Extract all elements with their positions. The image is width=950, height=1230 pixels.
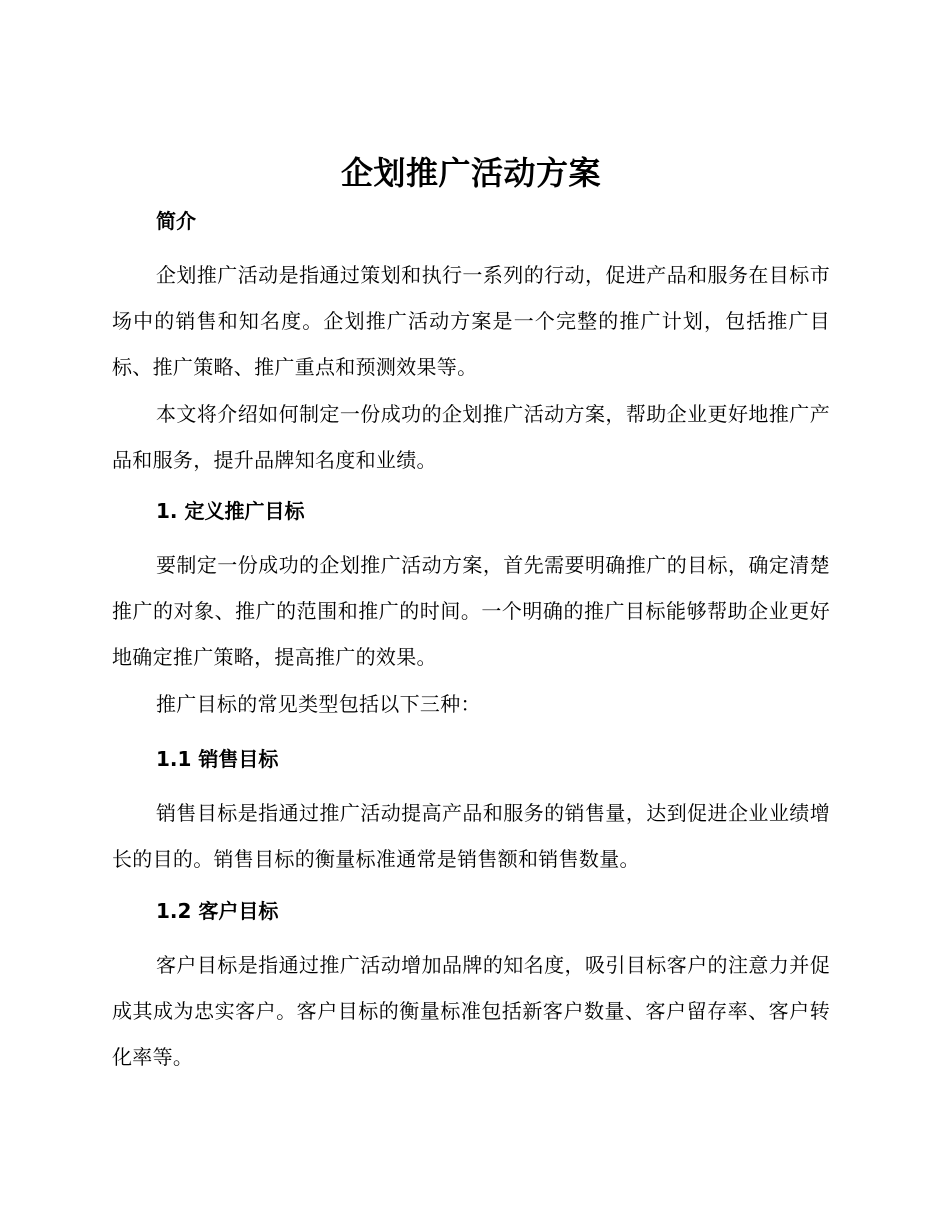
paragraph: 推广目标的常见类型包括以下三种： (156, 692, 481, 716)
section-heading-define-goals: 1. 定义推广目标 (156, 499, 305, 523)
paragraph: 本文将介绍如何制定一份成功的企划推广活动方案，帮助企业更好地推广产品和服务，提升品牌知名度和业绩。 (112, 402, 830, 472)
document-page (112, 0, 830, 1230)
paragraph: 销售目标是指通过推广活动提高产品和服务的销售量，达到促进企业业绩增长的目的。销售目标的衡量标准通常是销售额和销售数量。 (112, 801, 830, 871)
document-title: 企划推广活动方案 (340, 154, 601, 192)
section-heading-intro: 简介 (156, 209, 196, 233)
paragraph: 客户目标是指通过推广活动增加品牌的知名度，吸引目标客户的注意力并促成其成为忠实客户。客户目标的衡量标准包括新客户数量、客户留存率、客户转化率等。 (112, 953, 830, 1069)
paragraph: 企划推广活动是指通过策划和执行一系列的行动，促进产品和服务在目标市场中的销售和知名度。企划推广活动方案是一个完整的推广计划，包括推广目标、推广策略、推广重点和预测效果等。 (112, 263, 830, 379)
section-heading-sales-goals: 1.1 销售目标 (156, 747, 279, 771)
paragraph: 要制定一份成功的企划推广活动方案，首先需要明确推广的目标，确定清楚推广的对象、推广的范围和推广的时间。一个明确的推广目标能够帮助企业更好地确定推广策略，提高推广的效果。 (112, 553, 830, 669)
section-heading-customer-goals: 1.2 客户目标 (156, 899, 279, 923)
